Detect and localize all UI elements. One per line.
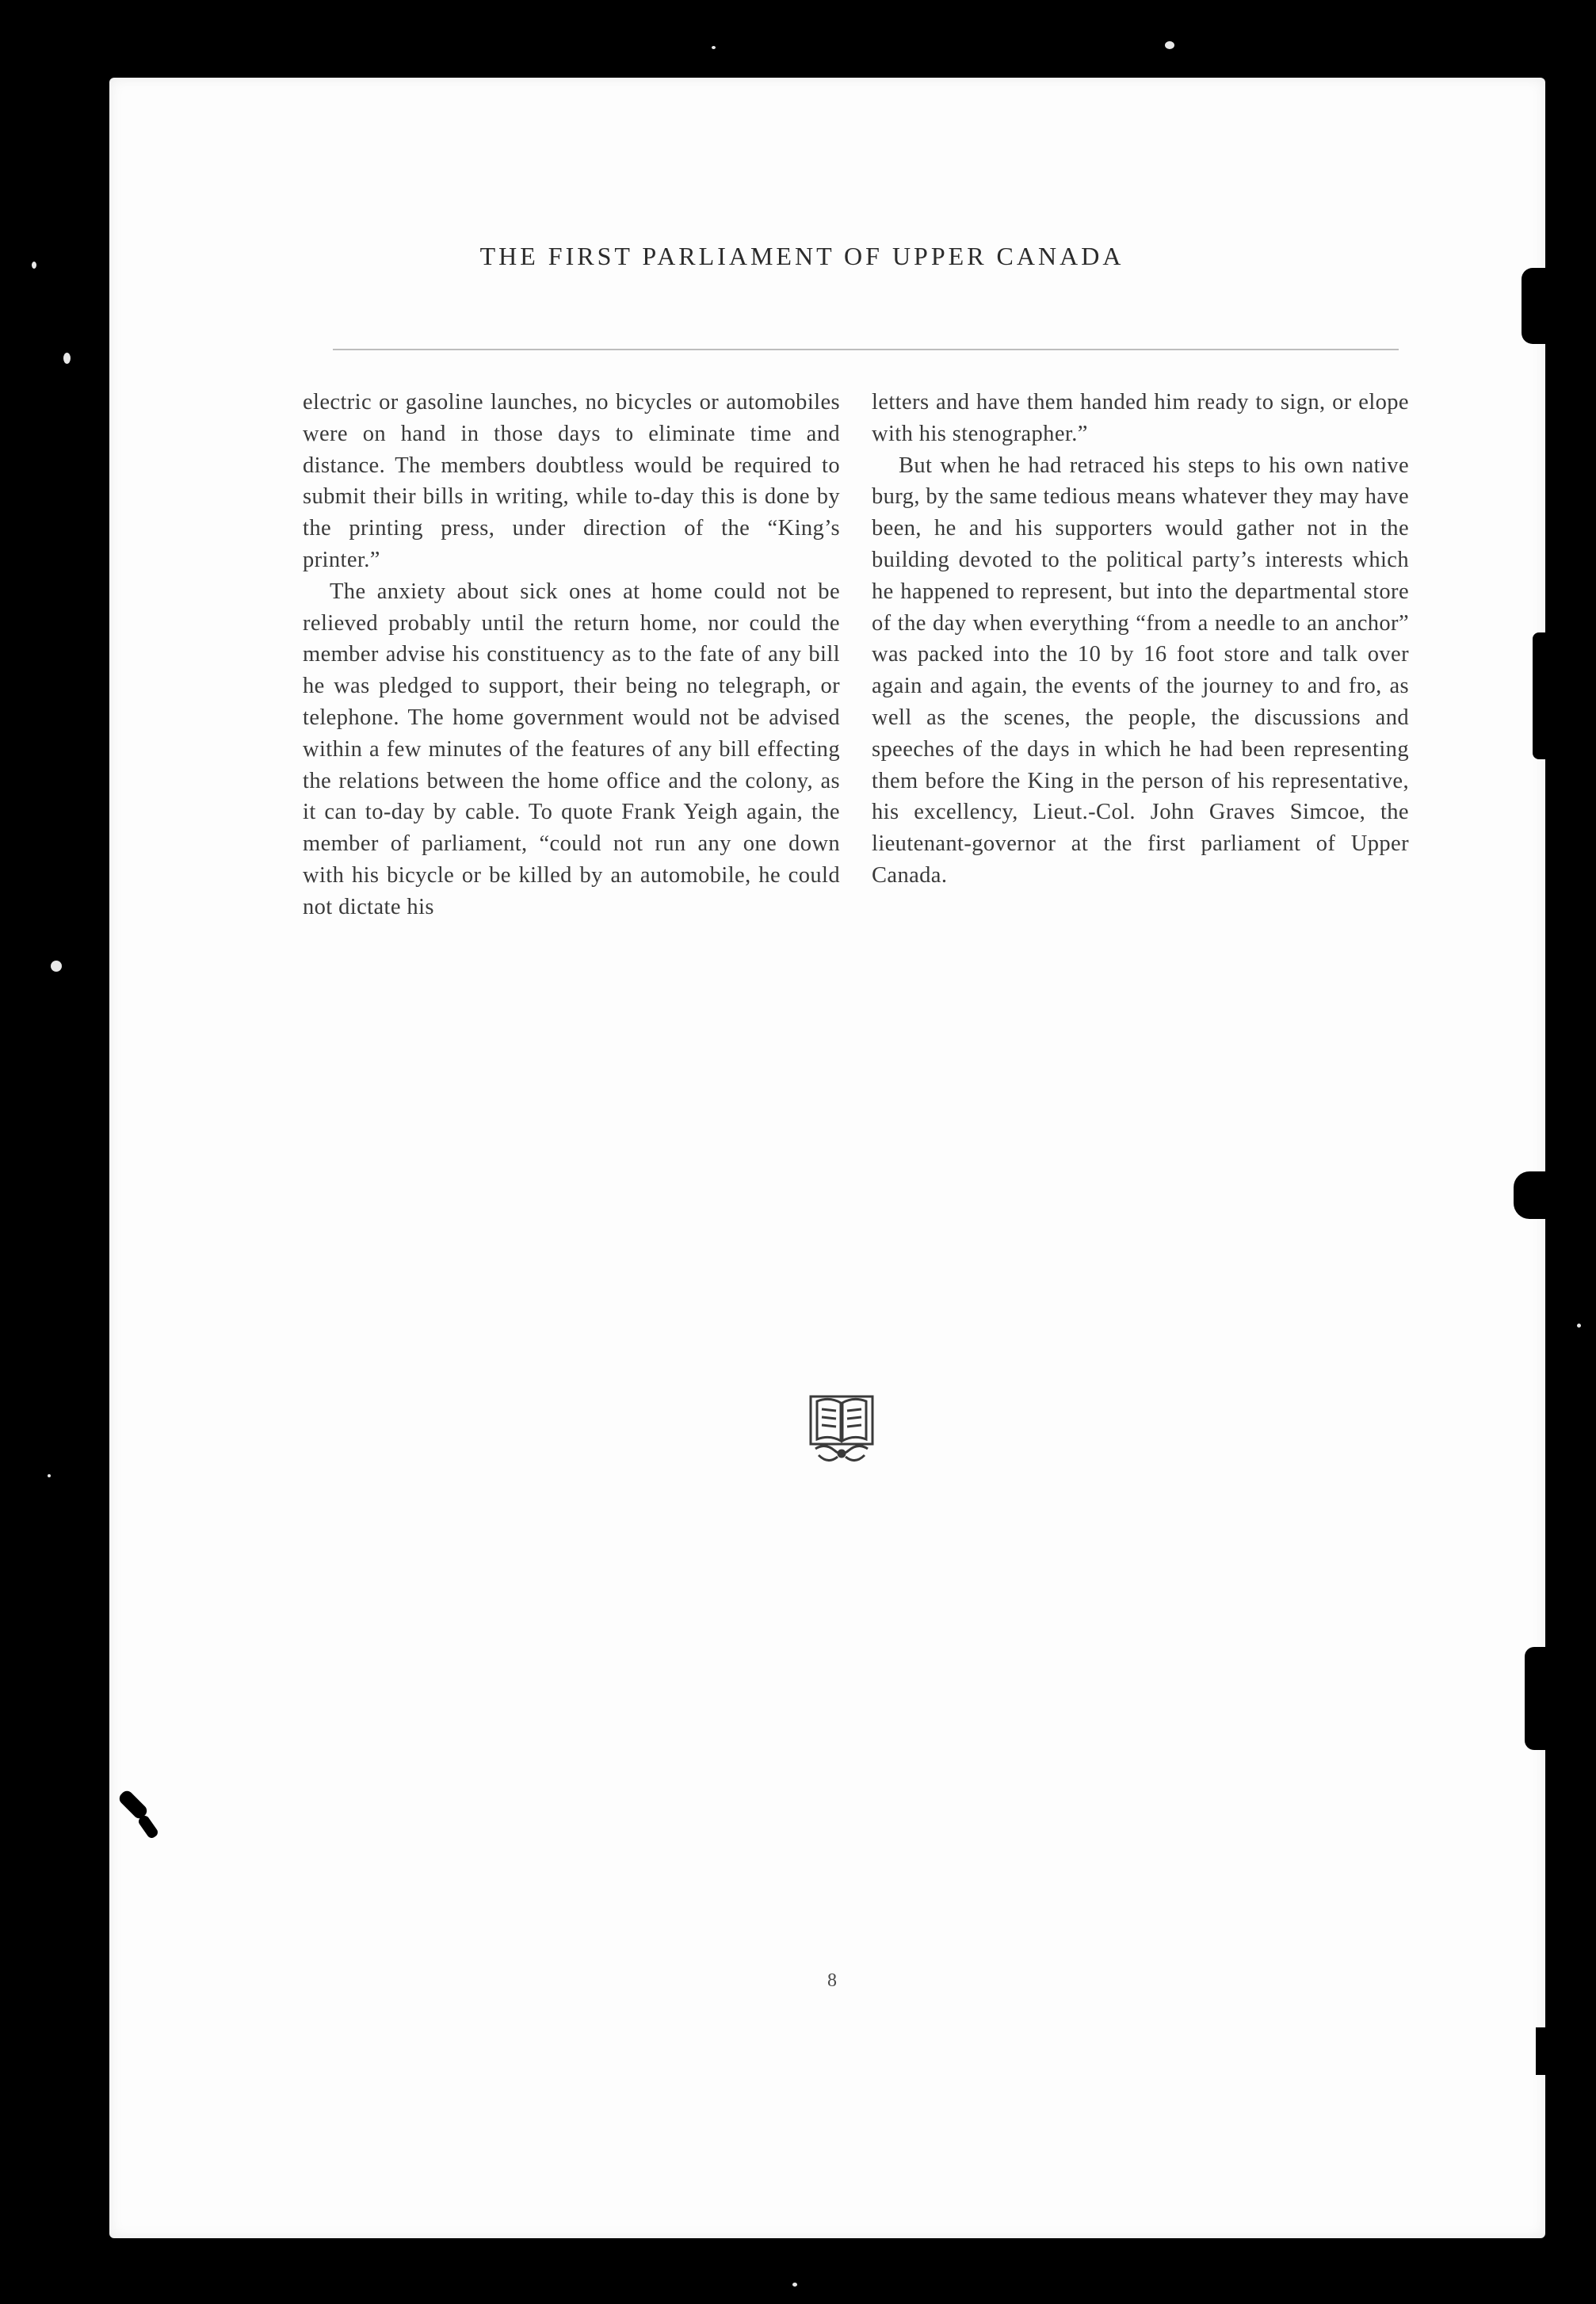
page-edge-damage (1533, 632, 1545, 759)
page-edge-damage (1525, 1647, 1545, 1750)
page-number: 8 (827, 1970, 837, 1991)
left-column (303, 387, 840, 923)
paragraph: electric or gasoline launches, no bicycles or automobiles were on hand in those days to eliminate time and distance. The members doubtless would be required to submit their bills in writing, while to-day this is done by the printing press, under direction of the “King’s printer.” (303, 390, 840, 572)
scan-speck (712, 46, 716, 49)
scan-speck (1577, 1324, 1581, 1328)
page-edge-damage (1514, 1171, 1545, 1219)
page-tear-mark (137, 1814, 160, 1840)
scan-speck (32, 262, 36, 269)
scan-speck (1165, 41, 1174, 49)
page-edge-damage (1536, 2027, 1545, 2075)
paragraph: The anxiety about sick ones at home could not be relieved probably until the return home, nor could the member advise his constituency as to the fate of any bill he was pledged to support, their being no telegraph, or telephone. The home government would not be advised within a few minutes of the features of any bill effecting the relations between the home office and the colony, as it can to-day by cable. To quote Frank Yeigh again, the member of parliament, “could not run any one down with his bicycle or be killed by an automobile, he could not dictate his (303, 579, 840, 919)
paragraph: letters and have them handed him ready to sign, or elope with his stenographer.” (872, 390, 1409, 446)
open-book-ornament-icon (808, 1393, 876, 1466)
scan-speck (51, 961, 62, 972)
page-edge-damage (1522, 268, 1545, 344)
scan-speck (63, 353, 71, 364)
right-column (872, 387, 1409, 892)
paragraph: But when he had retraced his steps to his own native burg, by the same tedious means whatever they may have been, he and his supporters would gather not in the building devoted to the political party’s interests which he happened to represent, but into the departmental store of the day when everything “from a needle to an anchor” was packed into the 10 by 16 foot store and talk over again and again, the events of the journey to and fro, as well as the scenes, the people, the discussions and speeches of the days in which he had been representing them before the King in the person of his representative, his excellency, Lieut.-Col. John Graves Simcoe, the lieutenant-governor at the first parliament of Upper Canada. (872, 453, 1409, 888)
header-rule (333, 349, 1399, 350)
scan-speck (792, 2283, 797, 2287)
running-head: THE FIRST PARLIAMENT OF UPPER CANADA (479, 242, 1124, 270)
scan-speck (48, 1474, 51, 1477)
